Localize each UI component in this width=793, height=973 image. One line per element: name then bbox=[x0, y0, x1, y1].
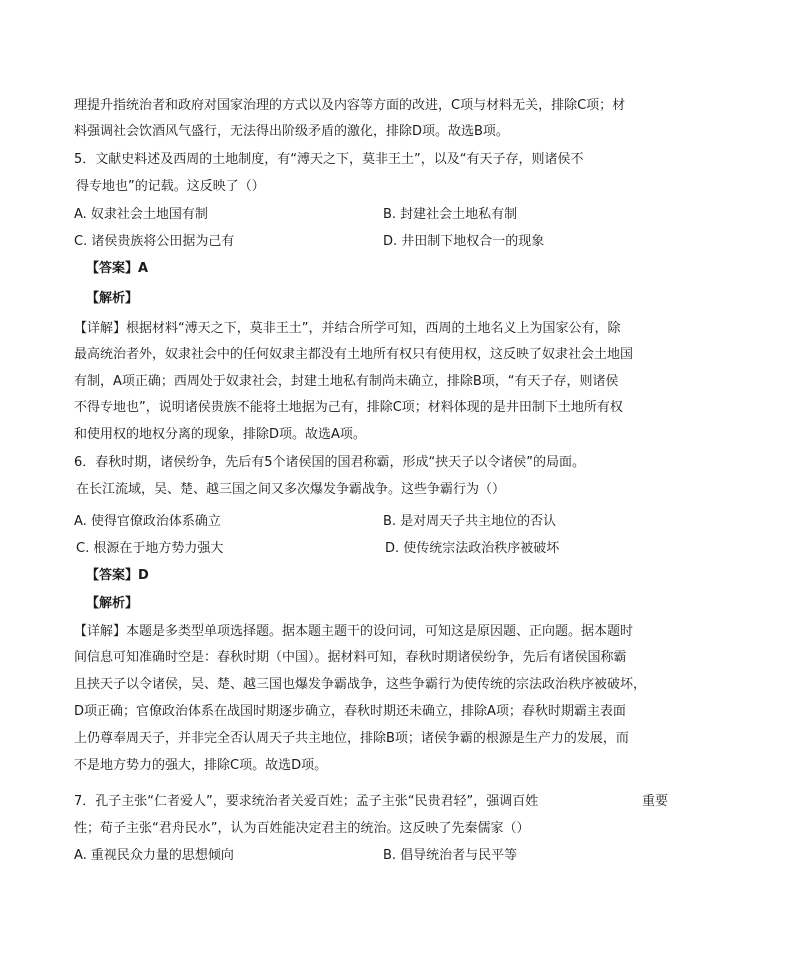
prev-analysis-line-1: 理提升指统治者和政府对国家治理的方式以及内容等方面的改进，C项与材料无关，排除C项；材 bbox=[74, 98, 626, 113]
q5-option-c: C. 诸侯贵族将公田据为己有 bbox=[74, 234, 235, 249]
q6-detail-line-1: 【详解】本题是多类型单项选择题。据本题主题干的设问词，可知这是原因题、正向题。据本题时 bbox=[74, 624, 634, 639]
q7-stem-line-1: 7．孔子主张“仁者爱人”，要求统治者关爱百姓；孟子主张“民贵君轻”，强调百姓 bbox=[74, 794, 539, 809]
q5-detail-line-1: 【详解】根据材料“溥天之下，莫非王土”，并结合所学可知，西周的土地名义上为国家公有，除 bbox=[74, 321, 621, 336]
q5-stem-line-2: 得专地也”的记载。这反映了（） bbox=[76, 179, 265, 194]
q6-option-c: C. 根源在于地方势力强大 bbox=[76, 541, 224, 556]
q5-option-d: D. 井田制下地权合一的现象 bbox=[383, 234, 545, 249]
q6-detail-line-2: 间信息可知准确时空是：春秋时期（中国）。据材料可知，春秋时期诸侯纷争，先后有诸侯国称霸 bbox=[74, 650, 627, 665]
q6-detail-line-3: 且挟天子以令诸侯，吴、楚、越三国也爆发争霸战争，这些争霸行为使传统的宗法政治秩序被破坏， bbox=[74, 677, 647, 692]
q5-option-b: B. 封建社会土地私有制 bbox=[383, 207, 518, 222]
q7-option-b: B. 倡导统治者与民平等 bbox=[383, 848, 518, 863]
q6-analysis-heading: 【解析】 bbox=[86, 596, 139, 611]
q7-stem-line-2: 性；荀子主张“君舟民水”，认为百姓能决定君主的统治。这反映了先秦儒家（） bbox=[74, 821, 530, 836]
q5-detail-line-5: 和使用权的地权分离的现象，排除D项。故选A项。 bbox=[74, 427, 366, 442]
q5-detail-line-3: 有制，A项正确；西周处于奴隶社会，封建土地私有制尚未确立，排除B项，“有天子存，则诸侯 bbox=[74, 374, 619, 389]
prev-analysis-line-2: 料强调社会饮酒风气盛行，无法得出阶级矛盾的激化，排除D项。故选B项。 bbox=[74, 124, 509, 139]
q6-option-a: A. 使得官僚政治体系确立 bbox=[74, 514, 221, 529]
q6-answer: 【答案】D bbox=[86, 568, 149, 583]
q7-stem-line-1-end: 重要 bbox=[642, 794, 669, 809]
q5-analysis-heading: 【解析】 bbox=[86, 291, 139, 306]
q5-answer: 【答案】A bbox=[86, 261, 149, 276]
q6-option-b: B. 是对周天子共主地位的否认 bbox=[383, 514, 557, 529]
q6-option-d: D. 使传统宗法政治秩序被破坏 bbox=[385, 541, 560, 556]
q5-detail-line-2: 最高统治者外，奴隶社会中的任何奴隶主都没有土地所有权只有使用权，这反映了奴隶社会土地国 bbox=[74, 347, 634, 362]
q6-detail-line-4: D项正确；官僚政治体系在战国时期逐步确立，春秋时期还未确立，排除A项；春秋时期霸主表面 bbox=[74, 704, 626, 719]
q5-option-a: A. 奴隶社会土地国有制 bbox=[74, 207, 208, 222]
q5-detail-line-4: 不得专地也”，说明诸侯贵族不能将土地据为己有，排除C项；材料体现的是井田制下土地所有权 bbox=[74, 400, 623, 415]
q6-detail-line-5: 上仍尊奉周天子，并非完全否认周天子共主地位，排除B项；诸侯争霸的根源是生产力的发展，而 bbox=[74, 731, 629, 746]
q6-detail-line-6: 不是地方势力的强大，排除C项。故选D项。 bbox=[74, 758, 328, 773]
q6-stem-line-2: 在长江流域，吴、楚、越三国之间又多次爆发争霸战争。这些争霸行为（） bbox=[76, 482, 506, 497]
q6-stem-line-1: 6．春秋时期，诸侯纷争，先后有5个诸侯国的国君称霸，形成“挟天子以令诸侯”的局面。 bbox=[74, 455, 586, 470]
q7-option-a: A. 重视民众力量的思想倾向 bbox=[74, 848, 234, 863]
q5-stem-line-1: 5．文献史料述及西周的土地制度，有“溥天之下，莫非王土”，以及“有天子存，则诸侯不 bbox=[74, 152, 584, 167]
